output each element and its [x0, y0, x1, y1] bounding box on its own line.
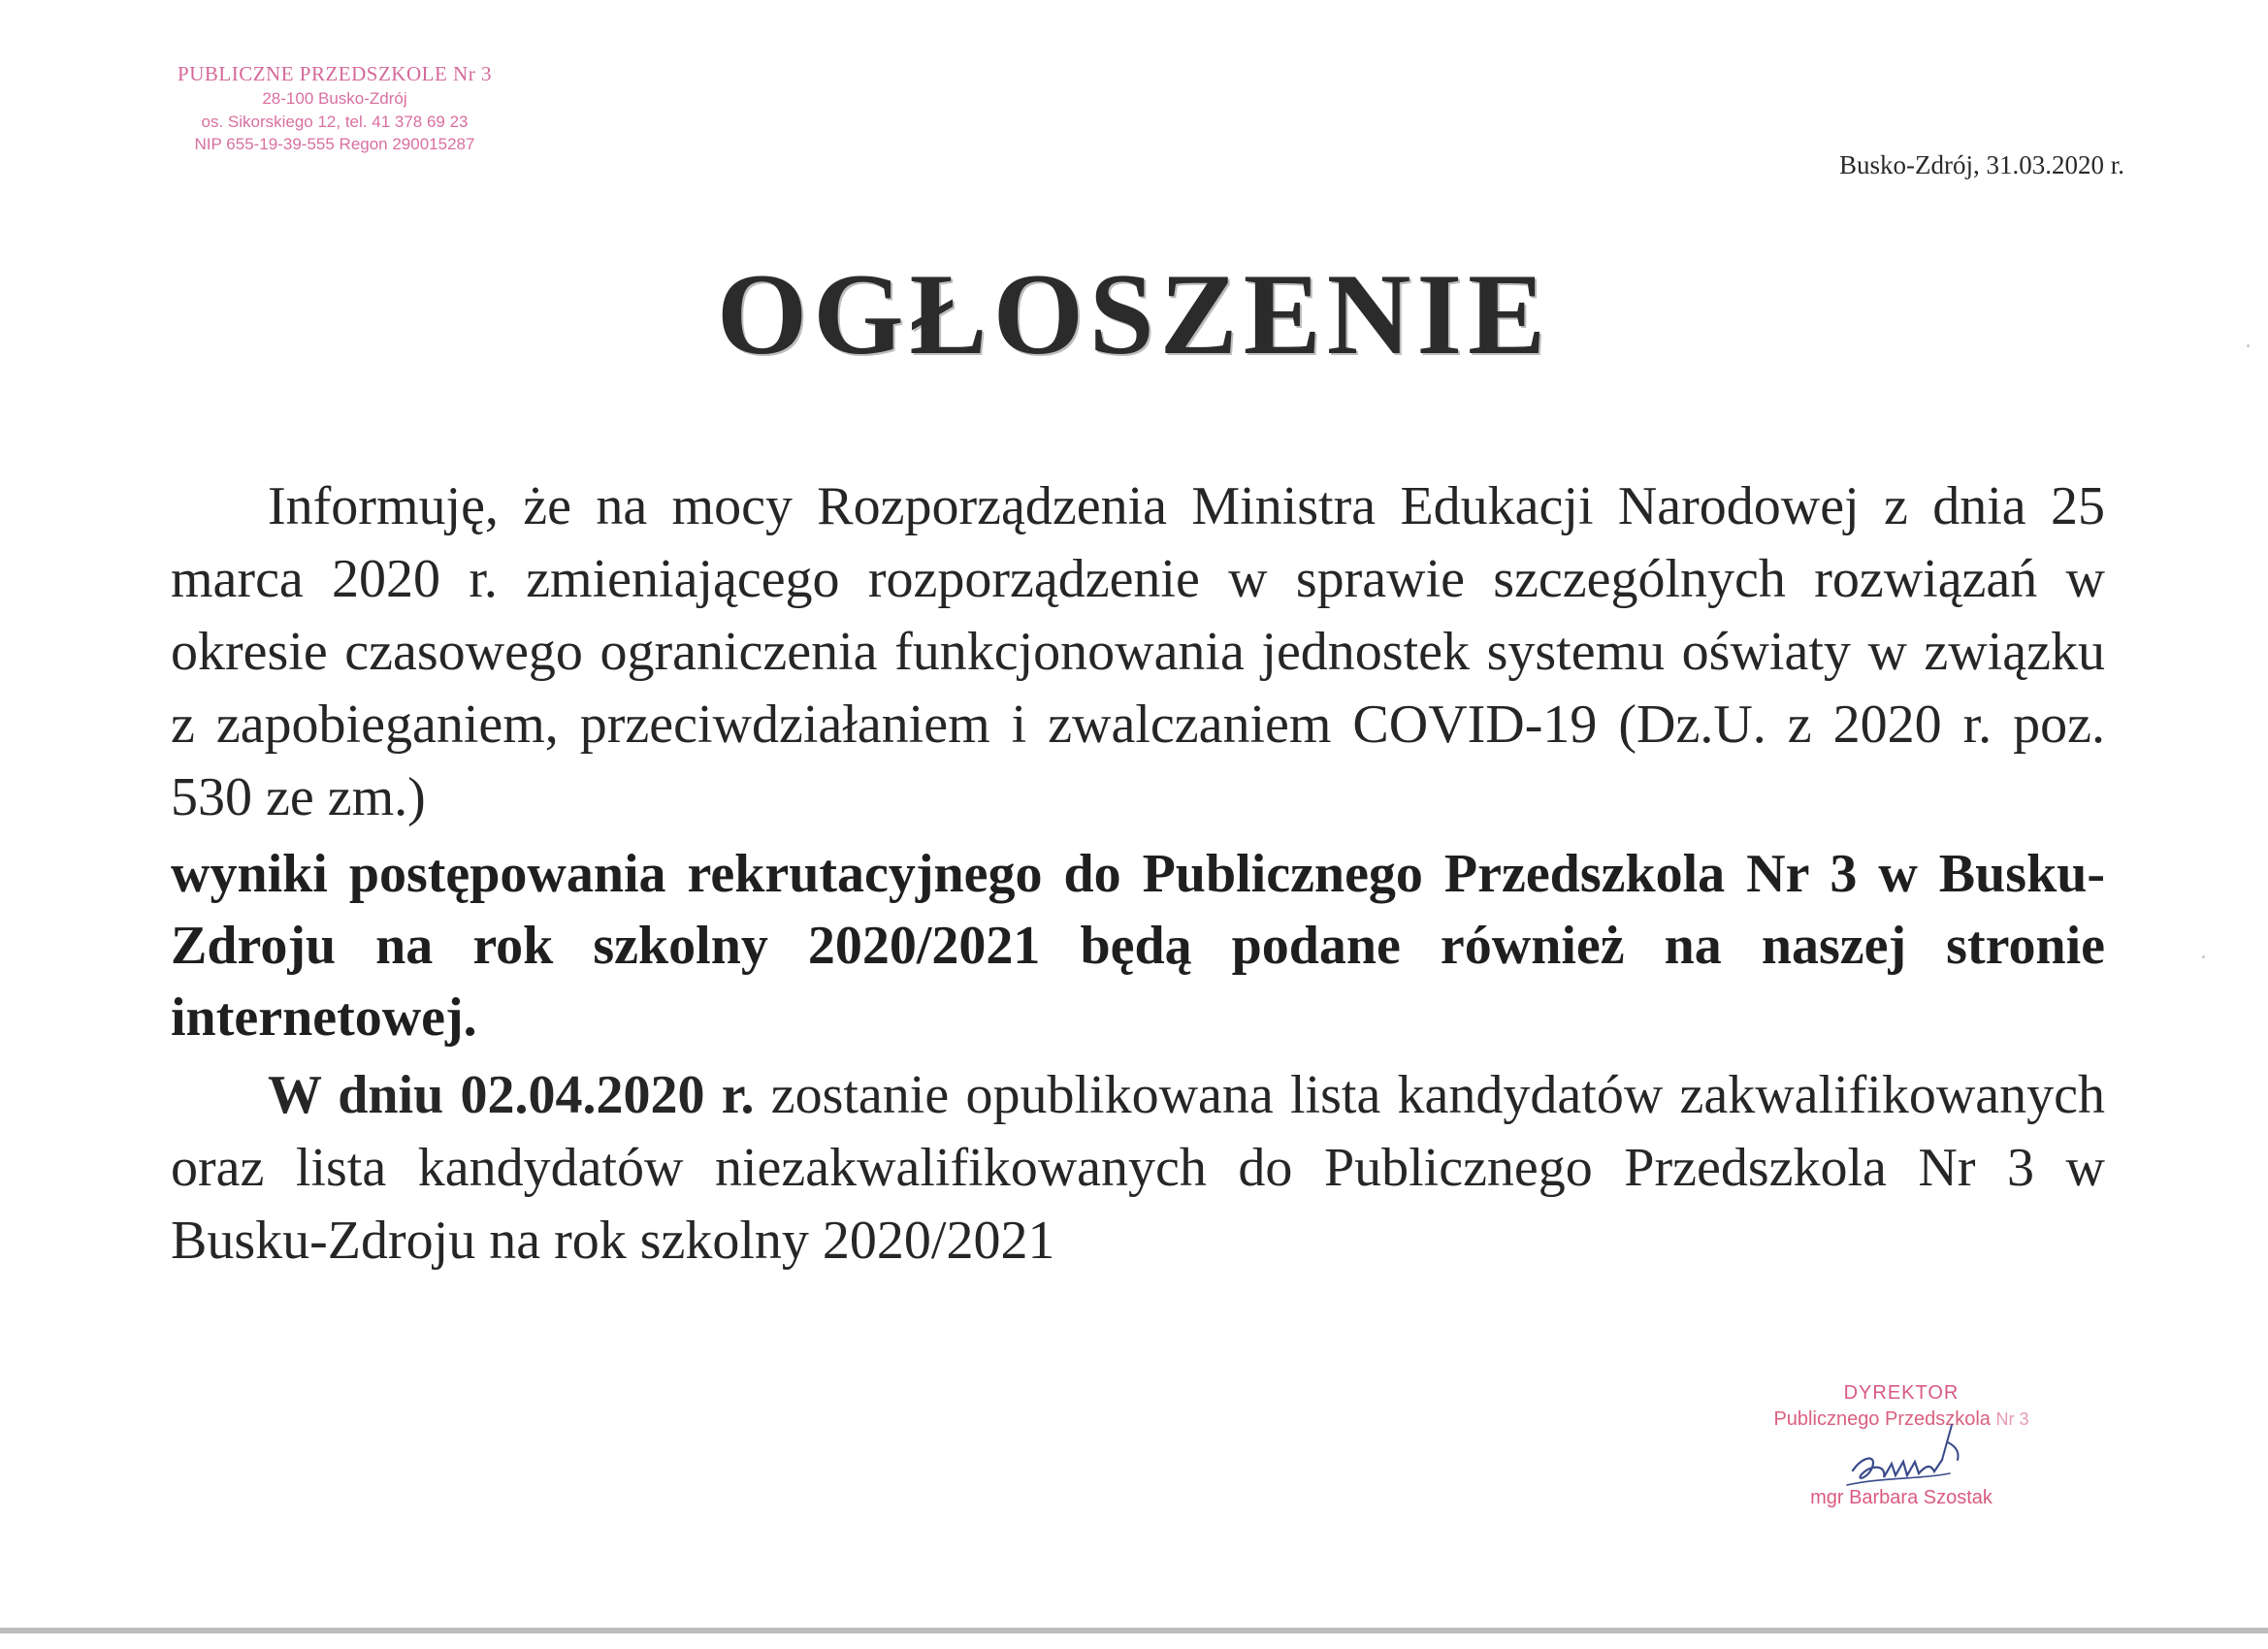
paragraph-results-notice: wyniki postępowania rekrutacyjnego do Publicznego Przedszkola Nr 3 w Busku-Zdroju na rok szkolny 2020/2021 będą podane również na naszej stronie internetowej. — [171, 844, 2105, 1048]
document-body — [171, 470, 2105, 1277]
stamp-address: os. Sikorskiego 12, tel. 41 378 69 23 — [201, 112, 469, 131]
scan-speck — [2202, 955, 2205, 958]
handwritten-signature-icon — [1833, 1417, 2008, 1504]
signature-role: DYREKTOR — [1843, 1382, 1960, 1404]
document-date: Busko-Zdrój, 31.03.2020 r. — [1839, 150, 2124, 179]
header-stamp — [141, 62, 529, 154]
stamp-institution-name: PUBLICZNE PRZEDSZKOLE Nr 3 — [178, 62, 492, 85]
publication-date-rest: zostanie opublikowana lista kandydatów zakwalifikowanych oraz lista kandydatów niezakwalifikowanych do Publicznego Przedszkola Nr 3 w Busku-Zdroju na rok szkolny 2020/2021 — [171, 1065, 2106, 1271]
stamp-ids: NIP 655-19-39-555 Regon 290015287 — [194, 134, 475, 153]
document-title: OGŁOSZENIE — [716, 249, 1552, 378]
scan-edge-line — [0, 1628, 2268, 1633]
signature-institution-name: Publicznego Przedszkola — [1773, 1408, 1991, 1430]
signature-stamp — [1717, 1382, 2086, 1509]
paragraph-publication-date — [171, 1059, 2105, 1277]
signature-institution-nr: Nr 3 — [1995, 1409, 2029, 1429]
paragraph-regulation: Informuję, że na mocy Rozporządzenia Ministra Edukacji Narodowej z dnia 25 marca 2020 r. zmieniającego rozporządzenie w sprawie szczególnych rozwiązań w okresie czasowego ograniczenia funkcjonowania jednostek systemu oświaty w związku z zapobieganiem, przeciwdziałaniem i zwalczaniem COVID-19 (Dz.U. z 2020 r. poz. 530 ze zm.) — [171, 476, 2105, 827]
stamp-city: 28-100 Busko-Zdrój — [262, 89, 407, 109]
signature-person: mgr Barbara Szostak — [1810, 1487, 1993, 1508]
publication-date-lead: W dniu 02.04.2020 r. — [268, 1065, 755, 1125]
scan-speck — [2247, 344, 2250, 347]
